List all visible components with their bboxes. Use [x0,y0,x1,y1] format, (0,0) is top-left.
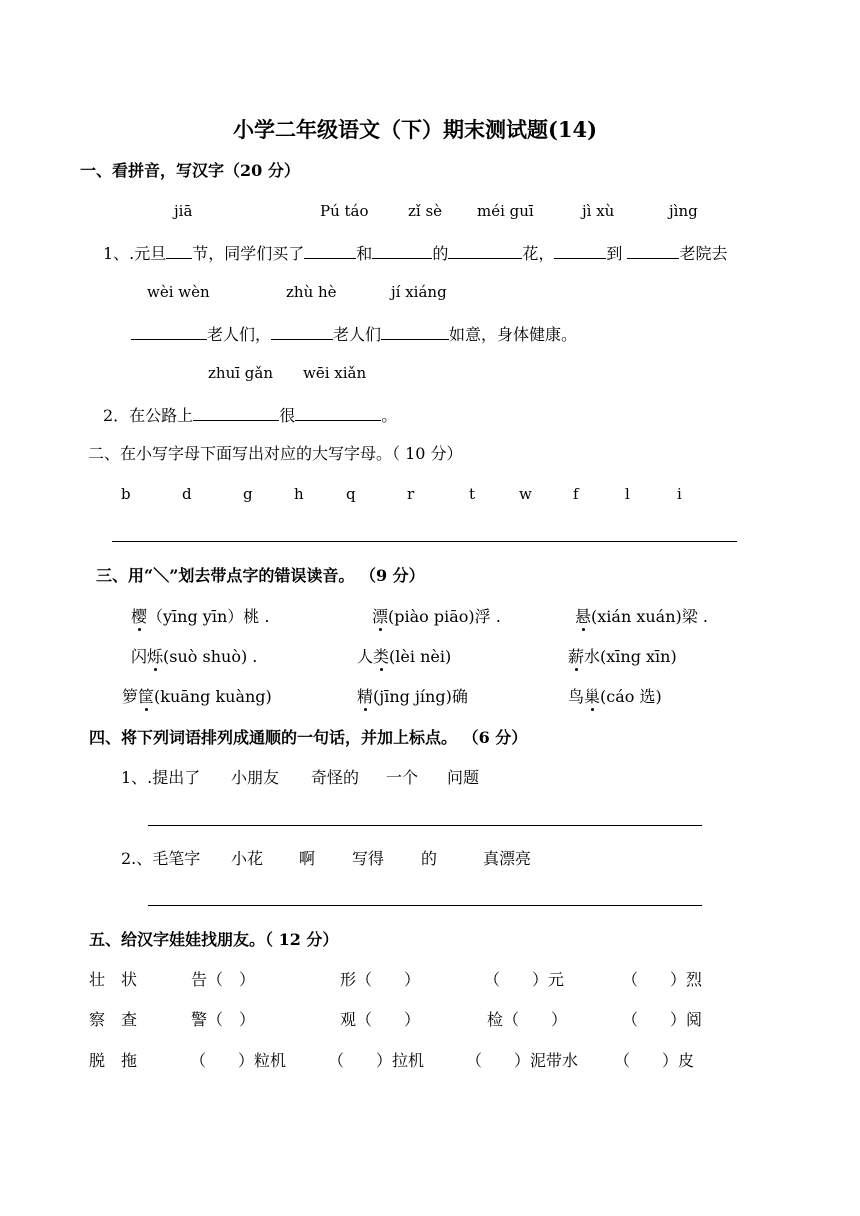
text-segment: 和 [356,244,373,263]
reading-item: 精(jīng jíng)确 [357,687,468,706]
reading-item: 漂(piào piāo)浮 . [372,607,501,626]
word: 1、.提出了 [121,768,201,787]
dotted-char: 筐 [138,687,155,706]
letter: d [182,485,192,503]
text-segment: 到 [606,244,623,263]
fill-item[interactable]: （ ）粒机 [190,1051,287,1070]
question-2-line [103,406,397,424]
char-pair: 脱 [89,1051,106,1070]
dotted-char: 精 [357,687,374,706]
char-pair: 壮 [89,970,106,989]
section-4-heading: 四、将下列词语排列成通顺的一句话，并加上标点。 （6 分） [89,728,528,747]
answer-blank[interactable] [381,325,449,340]
fill-item[interactable]: 告（ ） [191,970,256,989]
pinyin: wēi xiǎn [303,364,367,382]
pinyin: wèi wèn [147,283,210,301]
answer-line[interactable] [148,905,702,906]
pinyin: jiā [174,202,193,220]
fill-item[interactable]: （ ）烈 [622,970,703,989]
fill-item[interactable]: （ ）阅 [622,1010,703,1029]
answer-blank[interactable] [271,325,333,340]
pinyin: jí xiáng [391,283,447,301]
reading-item: 樱（yīng yīn）桃 . [131,607,270,626]
letter: t [469,485,476,503]
word: 啊 [299,849,316,868]
fill-item[interactable]: （ ）拉机 [328,1051,425,1070]
letter: r [407,485,415,503]
reading-item: 悬(xián xuán)梁 . [575,607,708,626]
pinyin: zǐ sè [408,202,443,220]
text-segment: 。 [381,406,398,425]
text-segment: 如意，身体健康。 [449,325,578,344]
fill-item[interactable]: （ ）元 [484,970,565,989]
char-pair: 察 [89,1010,106,1029]
answer-blank[interactable] [372,244,432,259]
word: 真漂亮 [483,849,532,868]
pinyin: zhù hè [286,283,337,301]
text-segment: 老院去 [679,244,728,263]
letter: l [625,485,630,503]
text-segment: 很 [279,406,296,425]
reading-item: 薪水(xīng xīn) [568,647,677,666]
section-1-heading: 一、看拼音，写汉字（20 分） [80,161,300,180]
section-2-heading: 二、在小写字母下面写出对应的大写字母。（ 10 分） [88,444,463,463]
word: 小朋友 [231,768,280,787]
answer-blank[interactable] [627,244,679,259]
word: 的 [421,849,438,868]
text-segment: 老人们 [333,325,382,344]
answer-blank[interactable] [131,325,207,340]
answer-line[interactable] [148,825,702,826]
pinyin: Pú táo [320,202,369,220]
question-1-line-2 [131,325,577,343]
answer-blank[interactable] [448,244,522,259]
letter: f [573,485,579,503]
pinyin: zhuī gǎn [208,364,273,382]
fill-item[interactable]: （ ）皮 [614,1051,695,1070]
section-3-heading: 三、用“＼”划去带点字的错误读音。 （9 分） [96,566,425,585]
answer-blank[interactable] [304,244,356,259]
word: 写得 [352,849,385,868]
page-title: 小学二年级语文（下）期末测试题(14) [233,117,598,142]
answer-line[interactable] [112,541,737,542]
fill-item[interactable]: 形（ ） [340,970,421,989]
question-1-line [103,244,727,262]
dotted-char: 烁 [147,647,164,666]
answer-blank[interactable] [193,406,279,421]
reading-item: 鸟巢(cáo 选) [568,687,662,706]
fill-item[interactable]: （ ）泥带水 [466,1051,579,1070]
dotted-char: 薪 [568,647,585,666]
reading-item: 闪烁(suò shuò) . [131,647,258,666]
dotted-char: 樱 [131,607,148,626]
dotted-char: 悬 [575,607,592,626]
letter: q [346,485,356,503]
pinyin: jì xù [582,202,615,220]
char-pair: 状 [121,970,138,989]
word: 一个 [386,768,419,787]
text-segment: 2．在公路上 [103,406,194,425]
word: 奇怪的 [311,768,360,787]
answer-blank[interactable] [166,244,192,259]
char-pair: 拖 [121,1051,138,1070]
text-segment: 花， [522,244,555,263]
fill-item[interactable]: 警（ ） [191,1010,256,1029]
char-pair: 查 [121,1010,138,1029]
reading-item: 箩筐(kuāng kuàng) [122,687,272,706]
fill-item[interactable]: 观（ ） [340,1010,421,1029]
word: 小花 [231,849,264,868]
letter: b [121,485,131,503]
dotted-char: 巢 [584,687,601,706]
word: 2.、毛笔字 [121,849,201,868]
dotted-char: 类 [373,647,390,666]
pinyin: méi guī [477,202,534,220]
letter: w [519,485,532,503]
letter: g [243,485,253,503]
pinyin: jìng [669,202,698,220]
text-segment: 老人们， [207,325,272,344]
dotted-char: 漂 [372,607,389,626]
text-segment: 1、.元旦 [103,244,167,263]
answer-blank[interactable] [554,244,606,259]
text-segment: 节，同学们买了 [192,244,305,263]
word: 问题 [447,768,480,787]
text-segment: 的 [432,244,449,263]
letter: i [677,485,682,503]
fill-item[interactable]: 检（ ） [487,1010,568,1029]
letter: h [294,485,304,503]
section-5-heading: 五、给汉字娃娃找朋友。（ 12 分） [89,930,339,949]
reading-item: 人类(lèi nèi) [357,647,452,666]
answer-blank[interactable] [295,406,381,421]
